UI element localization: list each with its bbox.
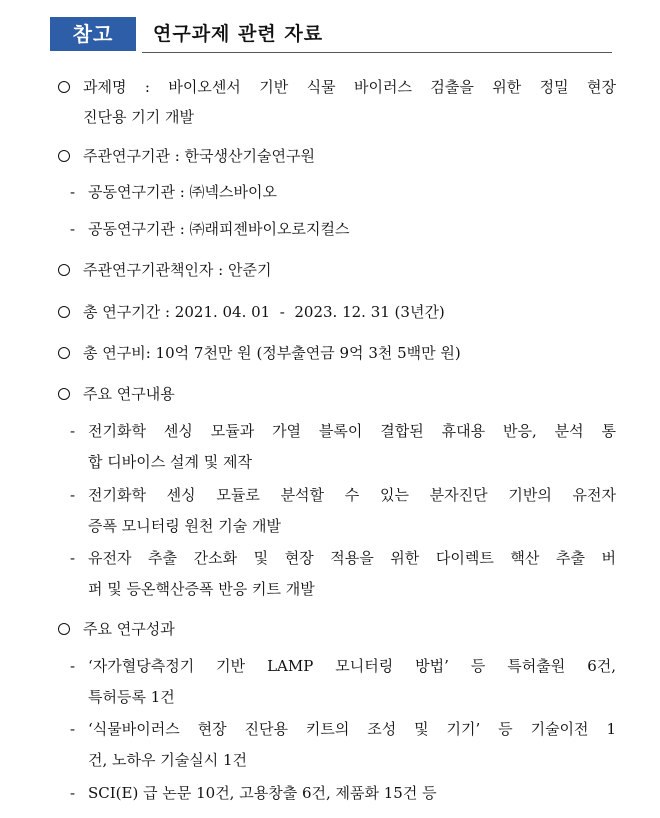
item-text: 주요 연구내용: [83, 385, 175, 403]
dash-bullet: -: [70, 486, 76, 504]
circle-bullet-icon: [58, 379, 74, 410]
circle-bullet-icon: [58, 72, 74, 103]
item-text: SCI(E) 급 논문 10건, 고용창출 6건, 제품화 15건 등: [88, 784, 437, 802]
item-text: 총 연구기간 : 2021. 04. 01 - 2023. 12. 31 (3년간): [83, 303, 445, 321]
circle-bullet-icon: [58, 338, 74, 369]
dash-bullet: -: [70, 183, 76, 201]
item-text-continued: 퍼 및 등온핵산증폭 반응 키트 개발: [88, 580, 315, 598]
dash-bullet: -: [70, 657, 76, 675]
circle-bullet-icon: [58, 141, 74, 172]
item-text: 주요 연구성과: [83, 620, 175, 638]
section-header: [50, 17, 612, 53]
circle-bullet-icon: [58, 255, 74, 286]
dash-bullet: -: [70, 422, 76, 440]
dash-bullet: -: [70, 549, 76, 567]
page-title: 연구과제 관련 자료: [153, 23, 324, 45]
item-text: 총 연구비: 10억 7천만 원 (정부출연금 9억 3천 5백만 원): [83, 344, 461, 362]
dash-bullet: -: [70, 220, 76, 238]
circle-bullet-icon: [58, 297, 74, 328]
item-text: 과제명 : 바이오센서 기반 식물 바이러스 검출을 위한 정밀 현장: [83, 78, 616, 96]
item-text-continued: 특허등록 1건: [88, 688, 175, 706]
item-text: 공동연구기관 : ㈜래피젠바이오로지컬스: [88, 220, 350, 238]
item-text: 주관연구기관책인자 : 안준기: [83, 261, 272, 279]
title-underline: [142, 52, 612, 53]
item-text: 주관연구기관 : 한국생산기술연구원: [83, 147, 315, 165]
item-text: 전기화학 센싱 모듈과 가열 블록이 결합된 휴대용 반응, 분석 통: [88, 422, 616, 440]
item-text: ‘식물바이러스 현장 진단용 키트의 조성 및 기기’ 등 기술이전 1: [88, 720, 616, 738]
item-text-continued: 증폭 모니터링 원천 기술 개발: [88, 517, 281, 535]
dash-bullet: -: [70, 720, 76, 738]
dash-bullet: -: [70, 784, 76, 802]
item-text: 유전자 추출 간소화 및 현장 적용을 위한 다이렉트 핵산 추출 버: [88, 549, 616, 567]
item-text: 전기화학 센싱 모듈로 분석할 수 있는 분자진단 기반의 유전자: [88, 486, 616, 504]
item-text-continued: 진단용 기기 개발: [83, 108, 194, 126]
item-text-continued: 합 디바이스 설계 및 제작: [88, 453, 252, 471]
item-text: 공동연구기관 : ㈜넥스바이오: [88, 183, 277, 201]
reference-badge: 참고: [50, 17, 136, 51]
circle-bullet-icon: [58, 614, 74, 645]
item-text: ‘자가혈당측정기 기반 LAMP 모니터링 방법’ 등 특허출원 6건,: [88, 657, 616, 675]
item-text-continued: 건, 노하우 기술실시 1건: [88, 751, 248, 769]
